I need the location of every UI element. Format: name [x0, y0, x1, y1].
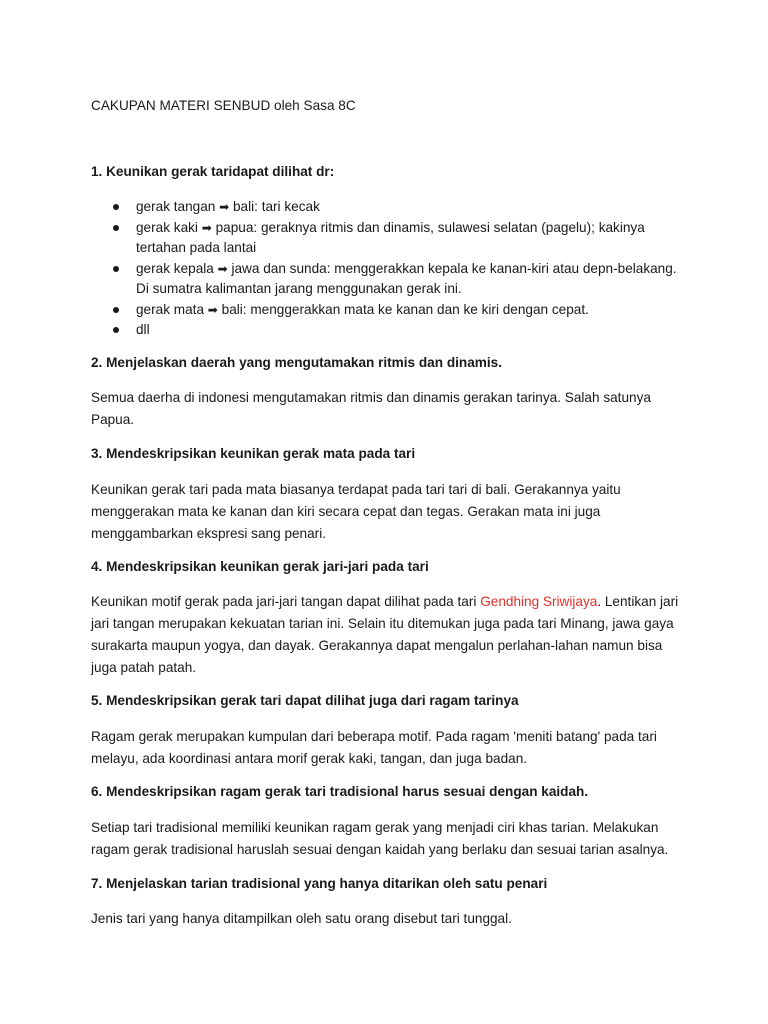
section-3-heading: 3. Mendeskripsikan keunikan gerak mata pada tari: [91, 446, 416, 461]
section-6-body: Setiap tari tradisional memiliki keunikan ragam gerak yang menjadi ciri khas tarian. Melakukan ragam gerak tradisional haruslah sesuai dengan kaidah yang berlaku dan sesuai tarian asalnya.: [91, 820, 669, 857]
list-item-text: papua: geraknya ritmis dan dinamis, sulawesi selatan (pagelu); kakinya tertahan pada lantai: [136, 219, 645, 255]
list-item: [91, 218, 691, 259]
section-1-bullet-list: [91, 197, 691, 341]
list-item-text: bali: tari kecak: [232, 199, 320, 214]
bullet-icon: [113, 327, 119, 333]
list-item-text: bali: menggerakkan mata ke kanan dan ke kiri dengan cepat.: [221, 301, 589, 317]
bullet-icon: [113, 225, 119, 231]
list-item-label: gerak tangan: [136, 199, 216, 214]
list-item: [91, 197, 691, 218]
bullet-icon: [113, 307, 119, 313]
section-5-heading: 5. Mendeskripsikan gerak tari dapat dilihat juga dari ragam tarinya: [91, 693, 519, 708]
list-item-label: gerak mata: [136, 301, 205, 317]
section-1-heading: 1. Keunikan gerak taridapat dilihat dr:: [91, 164, 335, 179]
right-arrow-icon: ➡: [207, 302, 218, 317]
list-item: [91, 320, 691, 341]
right-arrow-icon: ➡: [217, 261, 228, 276]
right-arrow-icon: ➡: [201, 220, 212, 235]
list-item-label: dll: [136, 322, 150, 337]
list-item-label: gerak kaki: [136, 219, 198, 235]
section-7-heading: 7. Menjelaskan tarian tradisional yang hanya ditarikan oleh satu penari: [91, 876, 548, 891]
section-5-body: Ragam gerak merupakan kumpulan dari beberapa motif. Pada ragam 'meniti batang' pada tari melayu, ada koordinasi antara morif gerak kaki, tangan, dan juga badan.: [91, 729, 657, 766]
section-7-body: Jenis tari yang hanya ditampilkan oleh satu orang disebut tari tunggal.: [91, 911, 512, 926]
section-2-body: Semua daerha di indonesi mengutamakan ritmis dan dinamis gerakan tarinya. Salah satunya Papua.: [91, 390, 651, 427]
section-4-body: [91, 591, 691, 679]
list-item-label: gerak kepala: [136, 260, 214, 276]
bullet-icon: [113, 204, 119, 210]
section-2-heading: 2. Menjelaskan daerah yang mengutamakan ritmis dan dinamis.: [91, 355, 502, 370]
highlighted-dance-name: Gendhing Sriwijaya: [480, 594, 598, 609]
list-item-text: jawa dan sunda: menggerakkan kepala ke kanan-kiri atau depn-belakang. Di sumatra kalimantan jarang menggunakan gerak ini.: [136, 260, 677, 296]
section-4-heading: 4. Mendeskripsikan keunikan gerak jari-jari pada tari: [91, 559, 429, 574]
bullet-icon: [113, 266, 119, 272]
list-item: [91, 300, 691, 321]
section-4-body-start: Keunikan motif gerak pada jari-jari tangan dapat dilihat pada tari: [91, 594, 481, 609]
section-4-body-end: . Lentikan jari jari tangan merupakan kekuatan tarian ini. Selain itu ditemukan juga pada tari Minang, jawa gaya surakarta maupun yogya, dan dayak. Gerakannya dapat mengalun perlahan-lahan namun bisa juga patah patah.: [91, 594, 679, 675]
section-3-body: Keunikan gerak tari pada mata biasanya terdapat pada tari tari di bali. Gerakannya yaitu menggerakan mata ke kanan dan kiri secara cepat dan tegas. Gerakan mata ini juga menggambarkan ekspresi sang penari.: [91, 482, 621, 541]
right-arrow-icon: ➡: [219, 200, 230, 214]
section-6-heading: 6. Mendeskripsikan ragam gerak tari tradisional harus sesuai dengan kaidah.: [91, 784, 589, 799]
list-item: [91, 259, 691, 300]
document-title: CAKUPAN MATERI SENBUD oleh Sasa 8C: [91, 98, 356, 113]
